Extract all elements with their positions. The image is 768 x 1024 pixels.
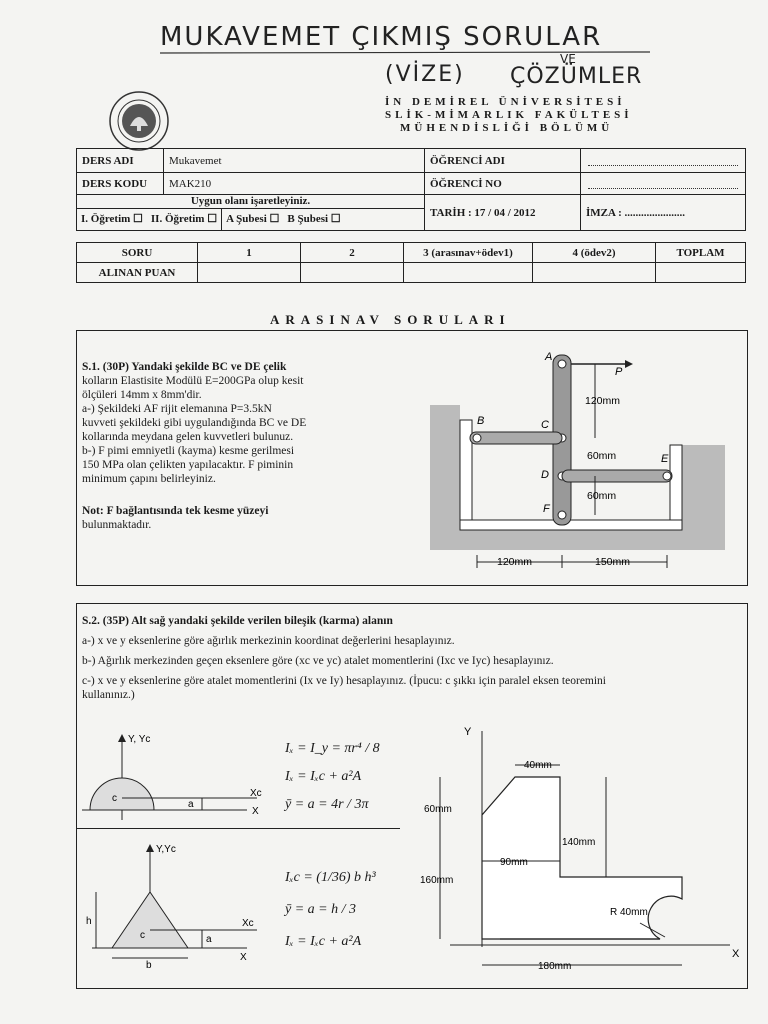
handwritten-vize: (VİZE) xyxy=(385,62,465,87)
label-e: E xyxy=(661,453,669,465)
semi-formula-3: ȳ = a = 4r / 3π xyxy=(285,797,369,812)
semi-axis-xc: Xc xyxy=(250,788,262,799)
ders-adi-label: DERS ADI xyxy=(77,149,164,173)
q2-line: S.2. (35P) Alt sağ yandaki şekilde verilen bileşik (karma) alanın xyxy=(82,615,393,627)
score-cell xyxy=(656,263,746,283)
title-underline xyxy=(160,50,660,56)
tri-axis-y: Y,Yc xyxy=(156,844,176,855)
dim-r40mm: R 40mm xyxy=(610,907,648,918)
semi-a: a xyxy=(188,799,194,810)
semi-axis-x: X xyxy=(252,806,259,817)
score-cell xyxy=(533,263,656,283)
comp-axis-x: X xyxy=(732,948,740,960)
handwritten-ve: VE xyxy=(560,52,576,66)
dim-120mm-vertical: 120mm xyxy=(585,395,621,407)
tri-axis-x: X xyxy=(240,952,247,963)
question-2-text xyxy=(82,614,742,702)
q1-line: S.1. (30P) Yandaki şekilde BC ve DE çelik xyxy=(82,361,287,373)
faculty-line: SLİK-MİMARLIK FAKÜLTESİ xyxy=(385,109,633,121)
score-header-4: 4 (ödev2) xyxy=(533,243,656,263)
tri-formulas xyxy=(285,862,376,958)
semi-c: c xyxy=(112,793,117,804)
handwritten-cozumler: ÇÖZÜMLER xyxy=(510,64,643,89)
dim-60mm: 60mm xyxy=(424,804,452,815)
label-p: P xyxy=(615,366,623,378)
tri-b: b xyxy=(146,960,152,970)
tri-axis-xc: Xc xyxy=(242,918,254,929)
info-table xyxy=(76,148,746,231)
ogrenci-adi-label: ÖĞRENCİ ADI xyxy=(425,149,581,173)
university-seal-logo xyxy=(108,90,170,152)
score-header-soru: SORU xyxy=(77,243,198,263)
ogrenci-no-field[interactable] xyxy=(581,173,746,195)
university-line: İN DEMİREL ÜNİVERSİTESİ xyxy=(385,96,626,108)
semi-formula-2: Iₓ = Iₓc + a²A xyxy=(285,769,362,784)
semi-formulas xyxy=(285,735,380,819)
q1-line: minimum çapını belirleyiniz. xyxy=(82,473,216,485)
dim-150mm: 150mm xyxy=(595,556,631,568)
dim-60mm-lower: 60mm xyxy=(587,490,617,502)
label-d: D xyxy=(541,469,549,481)
q1-note: bulunmaktadır. xyxy=(82,519,152,531)
dim-140mm: 140mm xyxy=(562,837,596,848)
score-header-toplam: TOPLAM xyxy=(656,243,746,263)
ders-kodu-label: DERS KODU xyxy=(77,173,164,195)
q1-line: a-) Şekildeki AF rijit elemanına P=3.5kN xyxy=(82,403,272,415)
tri-h: h xyxy=(86,916,92,927)
q1-line: kollarında meydana gelen kuvvetleri bulunuz. xyxy=(82,431,294,443)
q2-line: b-) Ağırlık merkezinden geçen eksenlere göre (xc ve yc) atalet momentlerini (Ixc ve Iyc) hesaplayınız. xyxy=(82,655,554,667)
q2-line: a-) x ve y eksenlerine göre ağırlık merkezinin koordinat değerlerini hesaplayınız. xyxy=(82,635,455,647)
label-a: A xyxy=(545,351,553,363)
handwritten-title: MUKAVEMET ÇIKMIŞ SORULAR xyxy=(160,22,603,52)
ders-adi-value: Mukavemet xyxy=(164,149,425,173)
q1-line: kuvveti şekildeki gibi uygulandığında BC ve DE xyxy=(82,417,307,429)
tri-c: c xyxy=(140,930,145,941)
score-table xyxy=(76,242,746,283)
ogretim-cell xyxy=(77,195,425,231)
ogrenci-no-label: ÖĞRENCİ NO xyxy=(425,173,581,195)
label-b: B xyxy=(477,415,485,427)
option-ogretim-2[interactable]: II. Öğretim ☐ xyxy=(147,209,222,230)
imza-field[interactable]: İMZA : ...................... xyxy=(581,195,746,231)
dim-60mm-upper: 60mm xyxy=(587,450,617,462)
semi-axis-y: Y, Yc xyxy=(128,734,151,745)
tri-formula-2: ȳ = a = h / 3 xyxy=(285,902,356,917)
semi-formula-1: Iₓ = I_y = πr⁴ / 8 xyxy=(285,741,380,756)
score-cell xyxy=(301,263,404,283)
composite-area-figure xyxy=(410,725,740,975)
q1-line: b-) F pimi emniyetli (kayma) kesme gerilmesi xyxy=(82,445,295,457)
ogrenci-adi-field[interactable] xyxy=(581,149,746,173)
comp-axis-y: Y xyxy=(464,726,472,738)
department-line: MÜHENDİSLİĞİ BÖLÜMÜ xyxy=(400,122,614,134)
tri-formula-3: Iₓ = Iₓc + a²A xyxy=(285,934,362,949)
q1-note: Not: F bağlantısında tek kesme yüzeyi xyxy=(82,505,269,517)
q2-line: c-) x ve y eksenlerine göre atalet momentlerini (Ix ve Iy) hesaplayınız. (İpucu: c şıkkı için paralel eksen teoremini xyxy=(82,675,607,687)
tri-a: a xyxy=(206,934,212,945)
label-f: F xyxy=(543,503,550,515)
score-cell xyxy=(198,263,301,283)
section-title: ARASINAV SORULARI xyxy=(270,312,511,327)
dim-180mm: 180mm xyxy=(538,961,572,972)
score-row-label: ALINAN PUAN xyxy=(77,263,198,283)
q1-line: ölçüleri 14mm x 8mm'dir. xyxy=(82,389,202,401)
dim-160mm: 160mm xyxy=(420,875,454,886)
tri-formula-1: Iₓc = (1/36) b h³ xyxy=(285,870,376,885)
triangle-figure xyxy=(82,840,272,970)
dim-40mm: 40mm xyxy=(524,760,552,771)
score-cell xyxy=(404,263,533,283)
q1-line: kolların Elastisite Modülü E=200GPa olup kesit xyxy=(82,375,304,387)
question-1-text xyxy=(82,360,382,532)
score-header-1: 1 xyxy=(198,243,301,263)
q2-line: kullanınız.) xyxy=(82,689,135,701)
label-c: C xyxy=(541,419,549,431)
dim-120mm-horizontal: 120mm xyxy=(497,556,533,568)
option-sube-b[interactable]: B Şubesi ☐ xyxy=(287,213,341,225)
option-sube-a[interactable]: A Şubesi ☐ xyxy=(226,213,280,225)
score-header-3: 3 (arasınav+ödev1) xyxy=(404,243,533,263)
uygun-label: Uygun olanı işaretleyiniz. xyxy=(77,195,424,209)
q1-frame-figure xyxy=(425,350,740,580)
tarih-value: TARİH : 17 / 04 / 2012 xyxy=(425,195,581,231)
option-ogretim-1[interactable]: I. Öğretim ☐ xyxy=(81,213,143,225)
dim-90mm: 90mm xyxy=(500,857,528,868)
semicircle-figure xyxy=(82,730,272,830)
score-header-2: 2 xyxy=(301,243,404,263)
q1-line: 150 MPa olan çelikten yapılacaktır. F piminin xyxy=(82,459,294,471)
ders-kodu-value: MAK210 xyxy=(164,173,425,195)
